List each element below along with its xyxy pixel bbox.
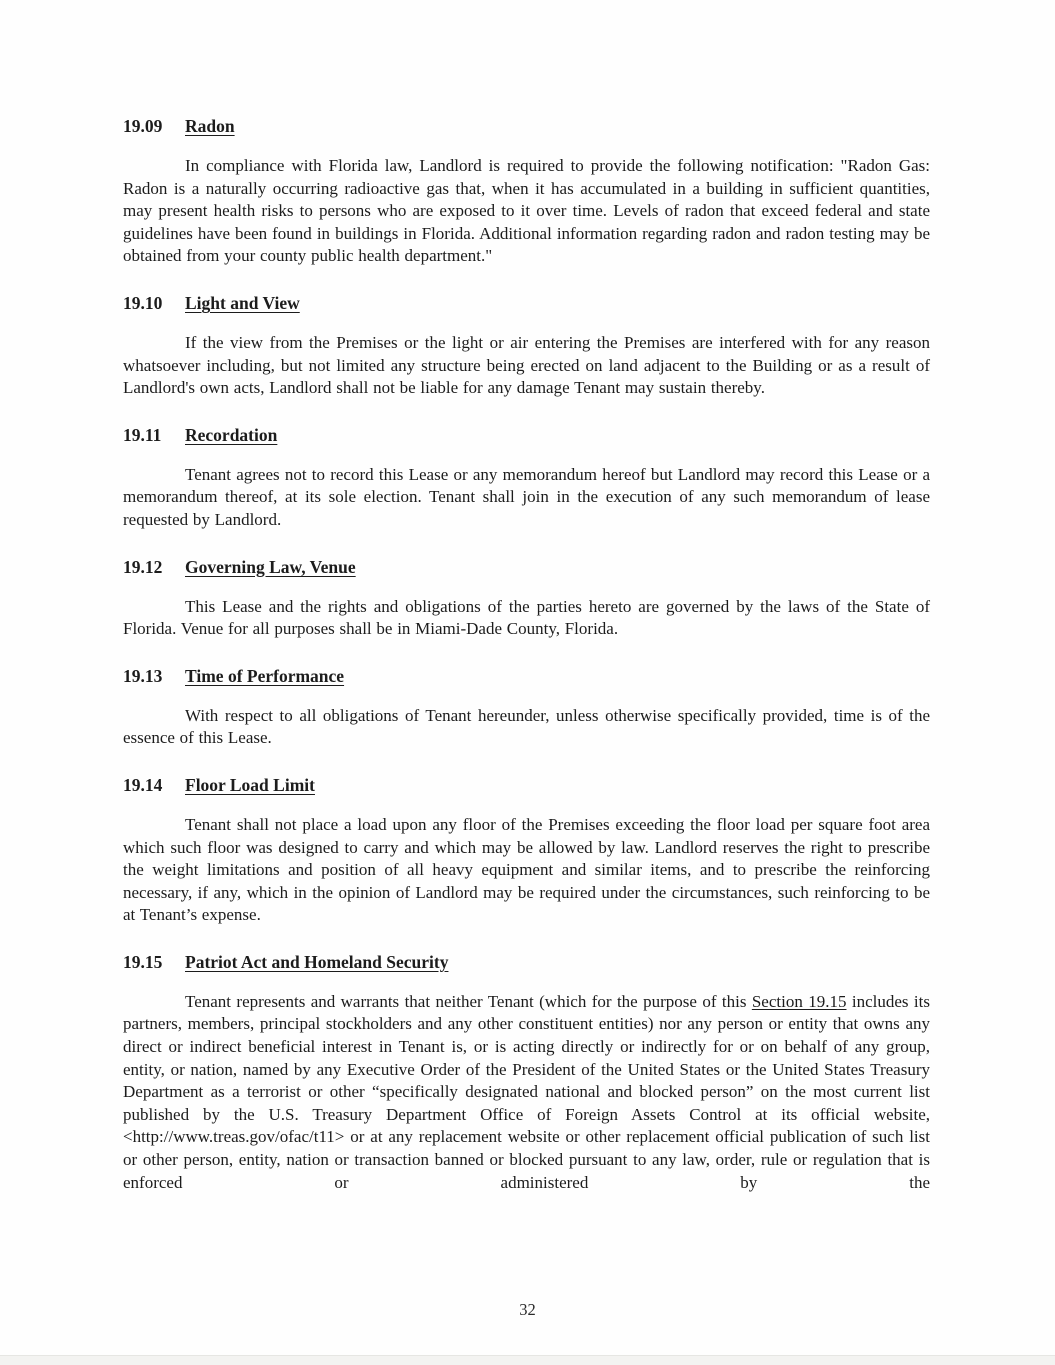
section-number: 19.10 [123, 292, 163, 313]
section-number: 19.12 [123, 556, 163, 577]
section-body: With respect to all obligations of Tenant hereunder, unless otherwise specifically provided, time is of the essence of this Lease. [123, 705, 930, 748]
section-number: 19.13 [123, 665, 163, 686]
section-title: Time of Performance [185, 665, 345, 686]
body-text: Tenant represents and warrants that neither Tenant (which for the purpose of this [185, 991, 752, 1011]
section-heading [123, 115, 930, 138]
document-content [123, 115, 930, 1218]
section-cross-reference: Section 19.15 [751, 991, 847, 1011]
section-19-09 [123, 115, 930, 268]
section-heading [123, 665, 930, 688]
section-title: Light and View [185, 292, 300, 313]
section-body: This Lease and the rights and obligations of the parties hereto are governed by the laws of the State of Florida. Venue for all purposes shall be in Miami-Dade County, Florida. [123, 596, 930, 639]
scan-edge-artifact [0, 1355, 1055, 1365]
section-heading [123, 556, 930, 579]
page-number: 32 [519, 1300, 536, 1319]
section-body [123, 991, 930, 1194]
section-title: Recordation [185, 424, 278, 445]
section-19-10 [123, 292, 930, 400]
section-heading [123, 774, 930, 797]
section-heading [123, 424, 930, 447]
section-body: If the view from the Premises or the light or air entering the Premises are interfered with for any reason whatsoever including, but not limited any structure being erected on land adjacent to the Building or as a result of Landlord's own acts, Landlord shall not be liable for any damage Tenant may sustain thereby. [123, 332, 930, 398]
section-title: Floor Load Limit [185, 774, 315, 795]
body-text: includes its partners, members, principal stockholders and any other constituent entities) nor any person or entity that owns any direct or indirect beneficial interest in Tenant is, or is acting directly or indirectly for or on behalf of any group, entity, or nation, named by any Executive Order of the President of the United States or the United States Treasury Department as a terrorist or other “specifically designated national and blocked person” on the most current list published by the U.S. Treasury Department Office of Foreign Assets Control at its official website, <http://www.treas.gov/ofac/t11> or at any replacement website or other replacement official publication of such list or other person, entity, nation or transaction banned or blocked pursuant to any law, order, rule or regulation that is enforced or administered by the [123, 991, 930, 1192]
section-title: Patriot Act and Homeland Security [185, 951, 449, 972]
section-19-11 [123, 424, 930, 532]
section-19-13 [123, 665, 930, 750]
section-19-12 [123, 556, 930, 641]
section-19-15 [123, 951, 930, 1194]
section-heading [123, 292, 930, 315]
section-title: Radon [185, 116, 235, 136]
section-19-14 [123, 774, 930, 927]
section-body: Tenant shall not place a load upon any floor of the Premises exceeding the floor load per square foot area which such floor was designed to carry and which may be allowed by law. Landlord reserves the right to prescribe the weight limitations and position of all heavy equipment and similar items, and to prescribe the reinforcing necessary, if any, which in the opinion of Landlord may be required under the circumstances, such reinforcing to be at Tenant’s expense. [123, 814, 930, 925]
section-number: 19.15 [123, 951, 163, 972]
section-number: 19.09 [123, 116, 163, 136]
section-number: 19.11 [123, 424, 162, 445]
section-heading [123, 951, 930, 974]
section-body: Tenant agrees not to record this Lease or any memorandum hereof but Landlord may record this Lease or a memorandum thereof, at its sole election. Tenant shall join in the execution of any such memorandum of lease requested by Landlord. [123, 464, 930, 529]
section-number: 19.14 [123, 774, 163, 795]
section-body: In compliance with Florida law, Landlord is required to provide the following notification: "Radon Gas: Radon is a naturally occurring radioactive gas that, when it has accumulated in a building in sufficient quantities, may present health risks to persons who are exposed to it over time. Levels of radon that exceed federal and state guidelines have been found in buildings in Florida. Additional information regarding radon and radon testing may be obtained from your county public health department." [123, 156, 930, 266]
section-title: Governing Law, Venue [185, 556, 356, 577]
